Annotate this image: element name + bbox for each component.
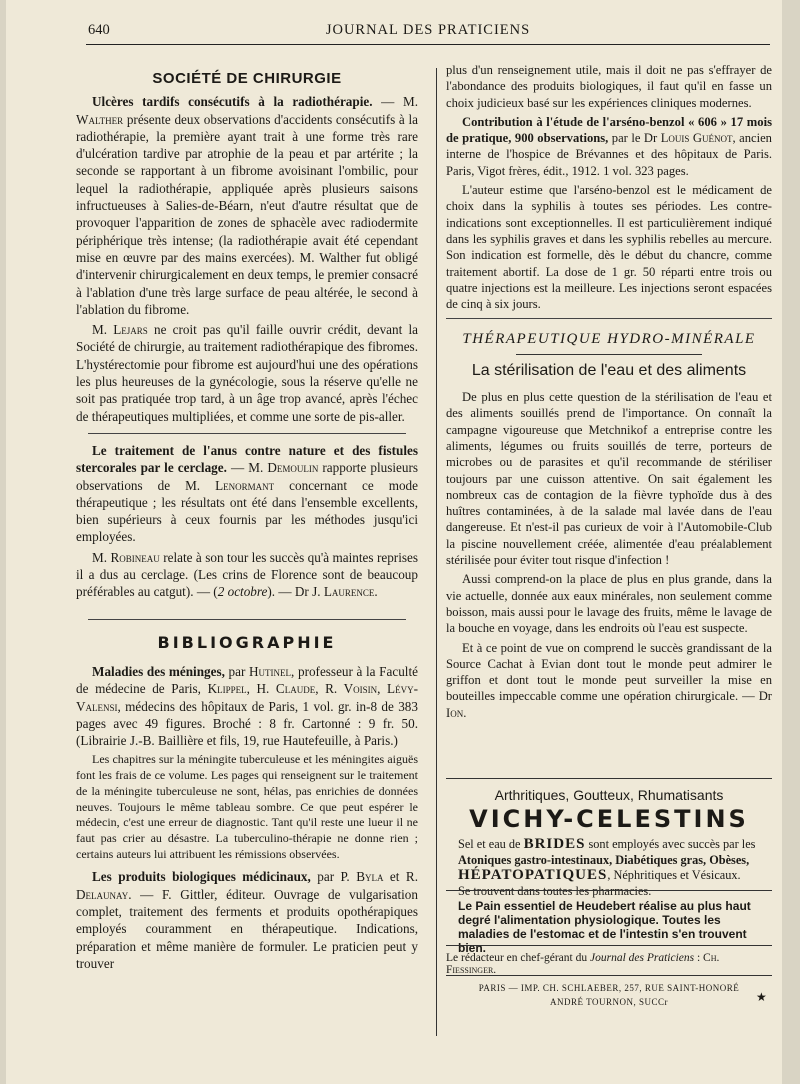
- paragraph-cerclage: Le traitement de l'anus contre nature et des fistules stercorales par le cerclage. — M. Demoulin rapporte plusieurs observations de M. Lenormant concernant ce mode thérapeutique ; les résultats ont été dans l'ensemble excellents, bien supérieurs à ceux fournis par les méthodes jusqu'ici employées.: [76, 442, 418, 545]
- review-arseno: L'auteur estime que l'arséno-benzol est le médicament de choix dans la syphilis à toutes ses périodes. Les contre-indications sont exceptionnelles. Il est particulièrement indiqué dans les syphilis graves et dans les syphilis rebelles au mercure. Son indication est formelle, dès le début du chancre, comme traitement abortif. La dose de 1 gr. 50 réparti entre trois ou quatre injections est la meilleure. Les injections seront espacées de cinq à six jours.: [446, 183, 772, 312]
- bibliography-title: BIBLIOGRAPHIE: [157, 632, 337, 652]
- author-name: Delaunay: [76, 886, 129, 902]
- signature: Ion: [446, 705, 464, 720]
- divider: [446, 318, 772, 319]
- author-name: Lejars: [113, 322, 148, 338]
- paragraph-continuation: plus d'un renseignement utile, mais il doit ne pas s'effrayer de l'abondance des produits biologiques, il faut qu'il en fasse un choix judicieux basé sur les expériences cliniques modernes.: [446, 63, 772, 110]
- ad-hepatopatiques: HÉPATOPATIQUES: [458, 867, 608, 884]
- paragraph-sterilisation-1: De plus en plus cette question de la stérilisation de l'eau et des aliments souillés prend de l'importance. On connaît la campagne vigoureuse que Metchnikof a entreprise contre les aliments, légumes ou fruits souillés de terre, porteurs de microbes ou de parasites et qu'il recommande de stériliser toujours par une cuisson attentive. On sait également les nombreux cas de contagion de la fièvre typhoïde dus à des huîtres contaminées, à de la salade mal lavée dans de l'eau dangereuse. Et n'est-il pas curieux de voir à l'Automobile-Club la piscine nouvellement créée, alimentée d'eau préalablement stérilisée pour éviter tout risque d'infection !: [446, 390, 772, 568]
- paragraph-sterilisation-3: Et à ce point de vue on comprend le succès grandissant de la Source Cachat à Evian dont tout le monde peut admirer le griffon et dont tout le monde peut surveiller la mise en bouteilles impeccable comme une opération chirurgicale. — Dr Ion.: [446, 640, 772, 720]
- ad-tagline: Arthritiques, Goutteux, Rhumatisants: [494, 787, 724, 803]
- divider: [88, 433, 406, 434]
- divider: [88, 619, 406, 620]
- ad-text: Sel et eau de BRIDES sont employés avec succès par les Atoniques gastro-intestinaux, Diabétiques gras, Obèses, HÉPATOPATIQUES, Néphritiques et Vésicaux. Se trouvent dans toutes les pharmacies.: [458, 836, 756, 898]
- column-divider: [436, 68, 437, 1036]
- paragraph-lejars: M. Lejars ne croit pas qu'il faille ouvrir crédit, devant la Société de chirurgie, au traitement radiothérapique des fibromes. L'hystérectomie pour fibrome est aujourd'hui une des opérations les plus heureuses de la gynécologie, sous la réserve qu'elle ne soit pas pratiquée trop tard, à un âge trop avancé, après l'échec de thérapeutiques multipliées, et comme une sorte de pis-aller.: [76, 322, 418, 424]
- section-title-societe: SOCIÉTÉ DE CHIRURGIE: [152, 70, 342, 87]
- printer-imprint: PARIS — IMP. CH. SCHLAEBER, 257, RUE SAINT-HONORÉ ANDRÉ TOURNON, SUCCr: [446, 975, 772, 1009]
- journal-name: Journal des Praticiens: [589, 952, 695, 964]
- title-underline: [516, 354, 702, 355]
- review-meninges: Les chapitres sur la méningite tuberculeuse et les méningites aiguës font les frais de ce volume. Les pages qui renseignent sur le traitement de la méningite tuberculeuse ne sont, hélas, pas enrichies de données neuves. Toujours le même tableau sombre. Ce que peut espérer le médecin, c'est une erreur de diagnostic. Tant qu'il reste une lueur il ne faut pas crier au désastre. La tuberculino-thérapie ne donne rien ; certains auteurs lui attribuent les rémissions observées.: [76, 752, 418, 861]
- author-name: Robineau: [110, 549, 160, 565]
- section-title-therapeutique: THÉRAPEUTIQUE HYDRO-MINÉRALE: [462, 331, 756, 348]
- right-column: [446, 62, 772, 724]
- signature: Laurence: [323, 584, 375, 600]
- article-title: Ulcères tardifs consécutifs à la radiothérapie.: [92, 94, 373, 110]
- page-number: 640: [88, 22, 110, 38]
- book-title: Maladies des méninges,: [92, 663, 225, 679]
- paragraph-ulceres: Ulcères tardifs consécutifs à la radiothérapie. — M. Walther présente deux observations d'accidents consécutifs à la radiothérapie, la première ayant trait à une forme très rare d'ulcération tardive par atrophie de la peau et par artérite ; la seconde se rapportant à un fibrome avoisinant l'ombilic, pour lequel la radiothérapie, appliquée après plusieurs saisons infructueuses à Salies-de-Béarn, n'eut d'autre résultat que de provoquer l'apparition de zones de sphacèle avec radiodermite périphérique très intense; (la radiothérapie avait été cependant mise en œuvre par des mains exercées). M. Walther fut obligé d'intervenir chirurgicalement en deux temps, le premier consacré à l'ablation d'une très large surface de peau altérée, le second à l'ablation du fibrome.: [76, 94, 418, 317]
- paragraph-robineau: M. Robineau relate à son tour les succès qu'à maintes reprises il a dus au cerclage. (Les crins de Florence sont de beaucoup préférables au catgut). — (2 octobre). — Dr J. Laurence.: [76, 549, 418, 600]
- date: 2 octobre: [217, 584, 268, 600]
- advertisement-vichy: [446, 778, 772, 898]
- author-name: Demoulin: [267, 460, 319, 476]
- author-name: Walther: [76, 111, 124, 127]
- star-icon: ★: [756, 990, 767, 1004]
- author-name: Byla: [356, 869, 384, 885]
- ad-brand-brides: BRIDES: [523, 836, 586, 852]
- book-title: Contribution à l'étude de l'arséno-benzol « 606 » 17 mois de pratique, 900 observations,: [446, 114, 772, 146]
- header-rule: [86, 44, 770, 45]
- author-name: Lenormant: [215, 477, 275, 493]
- page-header: [88, 22, 768, 42]
- ad-brand: VICHY-CELESTINS: [469, 805, 749, 833]
- ad-text: Le Pain essentiel de Heudebert réalise au plus haut degré l'alimentation physiologique. Toutes les maladies de l'estomac et de l'intestin s'en trouvent bien.: [458, 899, 751, 955]
- article-heading-sterilisation: La stérilisation de l'eau et des aliments: [471, 361, 747, 379]
- author-name: Hutinel: [249, 663, 292, 679]
- journal-title: JOURNAL DES PRATICIENS: [325, 22, 531, 38]
- left-column: [76, 62, 418, 975]
- bibliography-entry-produits: Les produits biologiques médicinaux, par P. Byla et R. Delaunay. — F. Gittler, éditeur. Ouvrage de vulgarisation complet, traitement des ferments et produits opothérapiques employés couramment en thérapeutique. Indications, préparation et même manière de formuler. Le praticien peut y trouver: [76, 869, 418, 971]
- journal-page: [6, 0, 782, 1084]
- book-title: Les produits biologiques médicinaux,: [92, 869, 311, 885]
- author-name: Louis Guénot: [660, 131, 733, 146]
- bibliography-entry-arseno: Contribution à l'étude de l'arséno-benzol « 606 » 17 mois de pratique, 900 observations, par le Dr Louis Guénot, ancien interne de l'hospice de Brévannes et des hôpitaux de Paris. Paris, Vigot frères, édit., 1912. 1 vol. 323 pages.: [446, 114, 772, 178]
- bibliography-entry-meninges: Maladies des méninges, par Hutinel, professeur à la Faculté de médecine de Paris, Klippel, H. Claude, R. Voisin, Lévy-Valensi, médecins des hôpitaux de Paris, 1 vol. gr. in-8 de 383 pages avec 49 figures. Broché : 8 fr. Cartonné : 9 fr. 50. (Librairie J.-B. Baillière et fils, 19, rue Hautefeuille, à Paris.): [76, 663, 418, 749]
- author-names: Klippel, H. Claude, R. Voisin, Lévy-Valensi: [76, 681, 418, 714]
- editor-line: Le rédacteur en chef-gérant du Journal des Praticiens : Ch. Fiessinger.: [446, 945, 772, 976]
- article-title: Le traitement de l'anus contre nature et des fistules stercorales par le cerclage.: [76, 442, 418, 476]
- paragraph-sterilisation-2: Aussi comprend-on la place de plus en plus grande, dans la vie actuelle, donnée aux eaux minérales, non seulement comme boisson, mais aussi pour le lavage des fruits, même le lavage de la bouche en voyage, dans les endroits où l'eau est suspecte.: [446, 572, 772, 636]
